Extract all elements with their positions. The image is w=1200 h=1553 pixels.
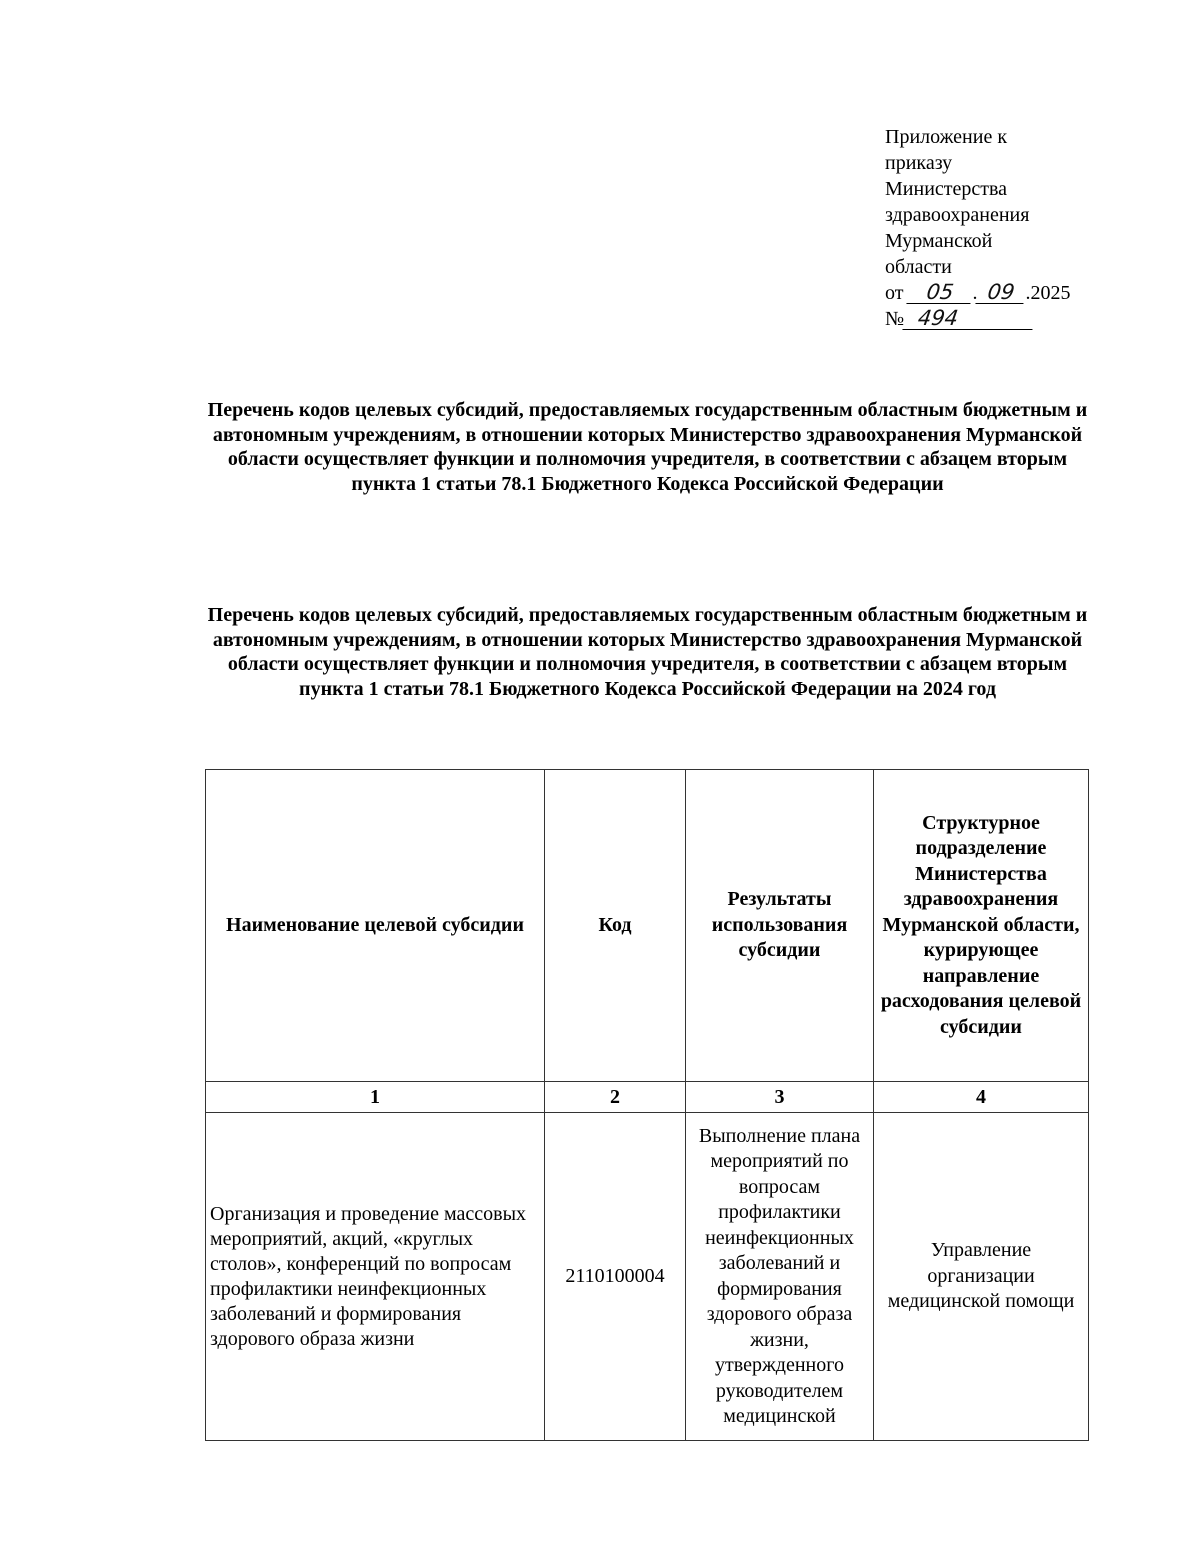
date-day-handwritten: 05 [907, 281, 974, 304]
order-number-handwritten: 494 [902, 307, 1035, 330]
column-number: 3 [686, 1082, 874, 1113]
appendix-line: Министерства [885, 178, 1008, 200]
table-row [206, 1113, 1089, 1441]
appendix-number [885, 306, 1095, 332]
cell-code: 2110100004 [545, 1113, 686, 1441]
appendix-block [885, 124, 1095, 332]
appendix-line: приказу [885, 152, 953, 174]
date-prefix: от [885, 282, 904, 304]
appendix-date [885, 280, 1095, 306]
cell-department: Управление организации медицинской помощи [874, 1113, 1089, 1441]
column-number: 1 [206, 1082, 545, 1113]
cell-subsidy-name: Организация и проведение массовых мероприятий, акций, «круглых столов», конференций по вопросам профилактики неинфекционных заболеваний и формирования здорового образа жизни [206, 1113, 545, 1441]
appendix-line: Приложение к [885, 126, 1008, 148]
table-header-row [206, 770, 1089, 1082]
date-year: .2025 [1025, 282, 1071, 304]
date-separator: . [972, 282, 978, 304]
column-number-row [206, 1082, 1089, 1113]
column-number: 4 [874, 1082, 1089, 1113]
header-code: Код [545, 770, 686, 1082]
appendix-line: здравоохранения [885, 204, 1030, 226]
header-subsidy-name: Наименование целевой субсидии [206, 770, 545, 1082]
date-month-handwritten: 09 [976, 281, 1027, 304]
document-title: Перечень кодов целевых субсидий, предоставляемых государственным областным бюджетным и автономным учреждениям, в отношении которых Министерство здравоохранения Мурманской области осуществляет функции и полномочия учредителя, в соответствии с абзацем вторым пункта 1 статьи 78.1 Бюджетного Кодекса Российской Федерации [207, 399, 1088, 495]
document-subtitle-2024: Перечень кодов целевых субсидий, предоставляемых государственным областным бюджетным и автономным учреждениям, в отношении которых Министерство здравоохранения Мурманской области осуществляет функции и полномочия учредителя, в соответствии с абзацем вторым пункта 1 статьи 78.1 Бюджетного Кодекса Российской Федерации на 2024 год [207, 604, 1088, 700]
cell-results: Выполнение плана мероприятий по вопросам профилактики неинфекционных заболеваний и формирования здорового образа жизни, утвержденного руководителем медицинской [686, 1113, 874, 1441]
header-department: Структурное подразделение Министерства здравоохранения Мурманской области, курирующее направление расходования целевой субсидии [874, 770, 1089, 1082]
appendix-line: Мурманской [885, 230, 993, 252]
subsidy-codes-table [205, 769, 1089, 1441]
column-number: 2 [545, 1082, 686, 1113]
header-results: Результаты использования субсидии [686, 770, 874, 1082]
number-label: № [885, 308, 905, 330]
appendix-line: области [885, 256, 952, 278]
